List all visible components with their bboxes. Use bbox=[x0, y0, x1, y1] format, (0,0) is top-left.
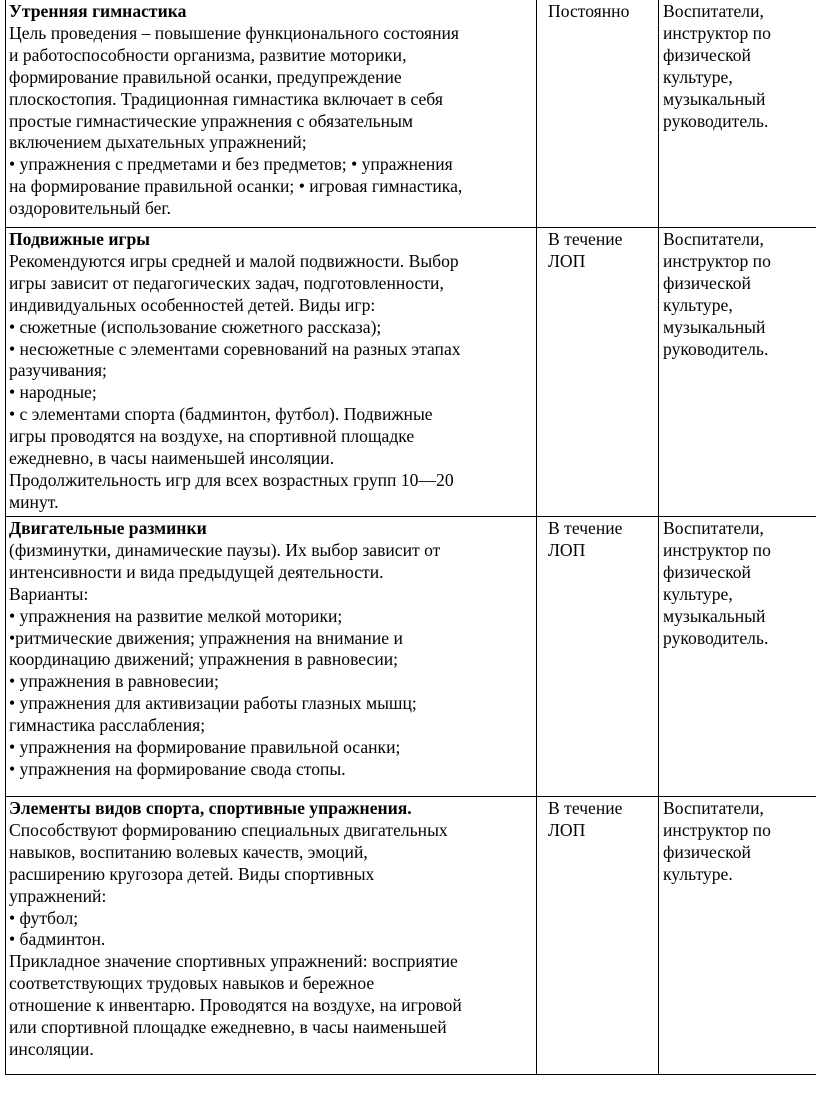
description-line: игры проводятся на воздухе, на спортивной площадке bbox=[9, 426, 415, 447]
responsible-line: физической bbox=[663, 841, 751, 862]
activities-table bbox=[5, 0, 816, 1075]
description-line: • бадминтон. bbox=[9, 929, 106, 950]
description-line: на формирование правильной осанки; • игровая гимнастика, bbox=[9, 176, 463, 197]
period-cell bbox=[537, 228, 659, 517]
table-row bbox=[6, 0, 816, 228]
description-line: • несюжетные с элементами соревнований на разных этапах bbox=[9, 338, 461, 359]
description-line: • сюжетные (использование сюжетного рассказа); bbox=[9, 316, 382, 337]
description-line: (физминутки, динамические паузы). Их выбор зависит от bbox=[9, 539, 441, 560]
activity-description-cell bbox=[6, 228, 537, 517]
description-line: плоскостопия. Традиционная гимнастика включает в себя bbox=[9, 88, 443, 109]
description-line: игры зависит от педагогических задач, подготовленности, bbox=[9, 272, 444, 293]
responsible-line: Воспитатели, bbox=[663, 798, 764, 818]
activity-title: Элементы видов спорта, спортивные упражнения. bbox=[9, 798, 412, 818]
responsible-line: инструктор по bbox=[663, 539, 771, 560]
activity-title: Двигательные разминки bbox=[9, 518, 207, 538]
description-line: • упражнения с предметами и без предметов; • упражнения bbox=[9, 154, 453, 175]
description-line: интенсивности и вида предыдущей деятельности. bbox=[9, 561, 384, 582]
responsible-cell bbox=[659, 517, 816, 797]
description-line: минут. bbox=[9, 491, 59, 512]
description-line: Прикладное значение спортивных упражнений: восприятие bbox=[9, 951, 458, 972]
period-line: Постоянно bbox=[548, 1, 630, 21]
period-line: ЛОП bbox=[548, 819, 586, 840]
description-line: или спортивной площадке ежедневно, в часы наименьшей bbox=[9, 1017, 447, 1038]
period-line: В течение bbox=[548, 229, 623, 249]
description-line: соответствующих трудовых навыков и бережное bbox=[9, 973, 375, 994]
description-line: ежедневно, в часы наименьшей инсоляции. bbox=[9, 448, 335, 469]
responsible-line: руководитель. bbox=[663, 110, 769, 131]
description-line: • народные; bbox=[9, 382, 97, 403]
period-cell bbox=[537, 517, 659, 797]
activity-title: Утренняя гимнастика bbox=[9, 1, 187, 21]
responsible-cell bbox=[659, 0, 816, 228]
period-line: ЛОП bbox=[548, 539, 586, 560]
responsible-line: культуре, bbox=[663, 583, 733, 604]
period-cell bbox=[537, 797, 659, 1075]
description-line: гимнастика расслабления; bbox=[9, 715, 206, 736]
responsible-line: Воспитатели, bbox=[663, 229, 764, 249]
responsible-line: инструктор по bbox=[663, 22, 771, 43]
table-row bbox=[6, 228, 816, 517]
responsible-line: инструктор по bbox=[663, 819, 771, 840]
description-line: координацию движений; упражнения в равновесии; bbox=[9, 649, 399, 670]
description-line: Способствуют формированию специальных двигательных bbox=[9, 819, 448, 840]
description-line: • упражнения на развитие мелкой моторики; bbox=[9, 605, 343, 626]
description-line: разучивания; bbox=[9, 360, 107, 381]
responsible-line: музыкальный bbox=[663, 316, 766, 337]
period-line: ЛОП bbox=[548, 250, 586, 271]
description-line: • футбол; bbox=[9, 907, 79, 928]
description-line: • упражнения для активизации работы глазных мышц; bbox=[9, 693, 417, 714]
description-line: индивидуальных особенностей детей. Виды игр: bbox=[9, 294, 376, 315]
description-line: Цель проведения – повышение функционального состояния bbox=[9, 22, 460, 43]
description-line: упражнений: bbox=[9, 885, 107, 906]
responsible-line: культуре. bbox=[663, 863, 733, 884]
description-line: включением дыхательных упражнений; bbox=[9, 132, 307, 153]
responsible-line: физической bbox=[663, 272, 751, 293]
responsible-line: Воспитатели, bbox=[663, 518, 764, 538]
description-line: навыков, воспитанию волевых качеств, эмоций, bbox=[9, 841, 368, 862]
description-line: простые гимнастические упражнения с обязательным bbox=[9, 110, 414, 131]
responsible-cell bbox=[659, 228, 816, 517]
period-cell bbox=[537, 0, 659, 228]
responsible-line: физической bbox=[663, 44, 751, 65]
description-line: расширению кругозора детей. Виды спортивных bbox=[9, 863, 375, 884]
period-line: В течение bbox=[548, 518, 623, 538]
description-line: оздоровительный бег. bbox=[9, 198, 172, 219]
description-line: •ритмические движения; упражнения на внимание и bbox=[9, 627, 403, 648]
description-line: • упражнения в равновесии; bbox=[9, 671, 219, 692]
period-line: В течение bbox=[548, 798, 623, 818]
activity-title: Подвижные игры bbox=[9, 229, 150, 249]
table-row bbox=[6, 517, 816, 797]
description-line: инсоляции. bbox=[9, 1038, 94, 1059]
activity-description-cell bbox=[6, 797, 537, 1075]
activity-description-cell bbox=[6, 517, 537, 797]
responsible-line: музыкальный bbox=[663, 605, 766, 626]
description-line: и работоспособности организма, развитие моторики, bbox=[9, 44, 407, 65]
description-line: Продолжительность игр для всех возрастных групп 10—20 bbox=[9, 469, 454, 490]
table-row bbox=[6, 797, 816, 1075]
responsible-line: Воспитатели, bbox=[663, 1, 764, 21]
description-line: Варианты: bbox=[9, 583, 89, 604]
description-line: Рекомендуются игры средней и малой подвижности. Выбор bbox=[9, 250, 459, 271]
responsible-cell bbox=[659, 797, 816, 1075]
description-line: формирование правильной осанки, предупреждение bbox=[9, 66, 402, 87]
responsible-line: культуре, bbox=[663, 66, 733, 87]
responsible-line: культуре, bbox=[663, 294, 733, 315]
responsible-line: руководитель. bbox=[663, 627, 769, 648]
description-line: • с элементами спорта (бадминтон, футбол). Подвижные bbox=[9, 404, 433, 425]
responsible-line: руководитель. bbox=[663, 338, 769, 359]
responsible-line: инструктор по bbox=[663, 250, 771, 271]
description-line: • упражнения на формирование правильной осанки; bbox=[9, 737, 401, 758]
responsible-line: физической bbox=[663, 561, 751, 582]
activity-description-cell bbox=[6, 0, 537, 228]
description-line: • упражнения на формирование свода стопы. bbox=[9, 758, 346, 779]
responsible-line: музыкальный bbox=[663, 88, 766, 109]
description-line: отношение к инвентарю. Проводятся на воздухе, на игровой bbox=[9, 995, 462, 1016]
